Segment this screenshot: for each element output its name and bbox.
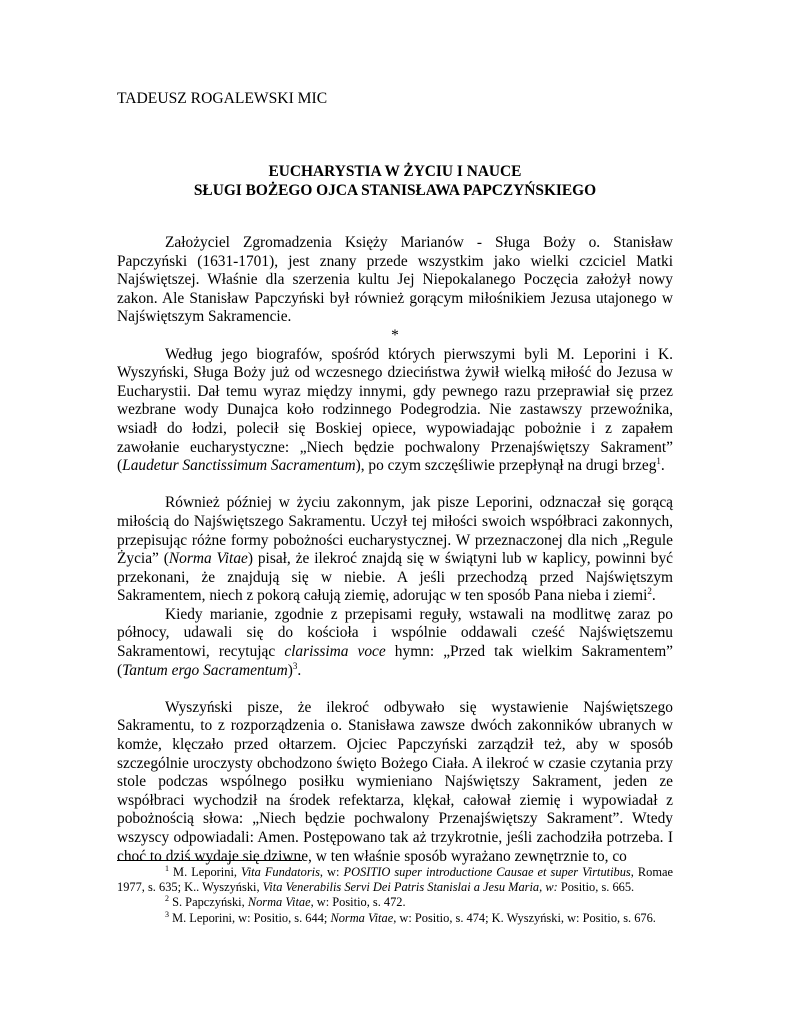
work-title: Norma Vitae bbox=[168, 550, 248, 568]
latin-phrase: Laudetur Sanctissimum Sacramentum bbox=[122, 457, 356, 475]
footnotes bbox=[117, 865, 673, 926]
footnote-ref-2[interactable]: 2 bbox=[647, 586, 652, 597]
latin-phrase: clarissima voce bbox=[284, 643, 386, 661]
paragraph-5: Wyszyński pisze, że ilekroć odbywało się wystawienie Najświętszego Sakramentu, to z rozporządzenia o. Stanisława zawsze dwóch zakonników ubranych w komże, klęczało przed ołtarzem. Ojciec Papczyński zarządził też, aby w sposób szczególnie uroczysty obchodzono święto Bożego Ciała. A ilekroć w czasie czytania przy stole podczas wspólnego posiłku wymieniano Najświętszy Sakrament, jeden ze współbraci wychodził na środek refektarza, klękał, całował ziemię i wypowiadał z pobożnością słowa: „Niech będzie pochwalony Przenajświętszy Sakrament”. Wtedy wszyscy odpowiadali: Amen. Postępowano tak aż trzykrotnie, jeśli zachodziła potrzeba. I choć to dziś wydaje się dziwne, w ten właśnie sposób wyrażano zewnętrznie to, co bbox=[117, 698, 673, 865]
title-line-1: EUCHARYSTIA W ŻYCIU I NAUCE bbox=[268, 163, 522, 180]
footnote-2: $^2$ S. Papczyński, Norma Vitae, w: Positio, s. 472. bbox=[165, 894, 406, 910]
footnote-1: $^1$ M. Leporini, Vita Fundatoris, w: POSITIO super introductione Causae et super Virtutibus, Romae 1977, s. 635; K.. Wyszyński, Vita Venerabilis Servi Dei Patris Stanislai a Jesu Maria, w: Positio, s. 665. bbox=[117, 863, 673, 895]
document-title bbox=[117, 162, 673, 200]
paragraph-2: Według jego biografów, spośród których pierwszymi byli M. Leporini i K. Wyszyński, Sługa Boży już od wczesnego dzieciństwa żywił wielką miłość do Jezusa w Eucharystii. Dał temu wyraz między innymi, gdy pewnego razu przeprawiał się przez wezbrane wody Dunajca koło rodzinnego Podegrodzia. Nie zastawszy przewoźnika, wsiadł do łodzi, polecił się Boskiej opiece, wypowiadając pobożnie i z zapałem zawołanie eucharystyczne: „Niech będzie pochwalony Przenajświętszy Sakrament” (Laudetur Sanctissimum Sacramentum), po czym szczęśliwie przepłynął na drugi brzeg$^1$. bbox=[117, 345, 673, 475]
document-body bbox=[117, 234, 673, 866]
author-name: TADEUSZ ROGALEWSKI MIC bbox=[117, 90, 328, 107]
title-line-2: SŁUGI BOŻEGO OJCA STANISŁAWA PAPCZYŃSKIEGO bbox=[193, 182, 597, 199]
paragraph-3: Również później w życiu zakonnym, jak pisze Leporini, odznaczał się gorącą miłością do Najświętszego Sakramentu. Uczył tej miłości swoich współbraci zakonnych, przepisując różne formy pobożności eucharystycznej. W przeznaczonej dla nich „Regule Życia” (Norma Vitae) pisał, że ilekroć znajdą się w świątyni lub w kaplicy, powinni być przekonani, że znajdują się w niebie. A jeśli przechodzą przed Najświętszym Sakramentem, niech z pokorą całują ziemię, adorując w ten sposób Pana nieba i ziemi$^2$. bbox=[117, 494, 673, 605]
paragraph-4: Kiedy marianie, zgodnie z przepisami reguły, wstawali na modlitwę zaraz po północy, udawali się do kościoła i wspólnie oddawali cześć Najświętszemu Sakramentowi, recytując clarissima voce hymn: „Przed tak wielkim Sakramentem” (Tantum ergo Sacramentum)$^3$. bbox=[117, 605, 674, 679]
footnote-ref-1[interactable]: 1 bbox=[656, 456, 661, 466]
footnote-divider bbox=[117, 860, 302, 861]
footnote-3: $^3$ M. Leporini, w: Positio, s. 644; Norma Vitae, w: Positio, s. 474; K. Wyszyński, w: Positio, s. 676. bbox=[165, 909, 656, 925]
hymn-title: Tantum ergo Sacramentum bbox=[122, 661, 288, 679]
footnote-ref-3[interactable]: 3 bbox=[292, 660, 298, 671]
section-separator: * bbox=[391, 326, 399, 344]
paragraph-1: Założyciel Zgromadzenia Księży Marianów - Sługa Boży o. Stanisław Papczyński (1631-1701), jest znany przede wszystkim jako wielki czciciel Matki Najświętszej. Właśnie dla szerzenia kultu Jej Niepokalanego Poczęcia założył nowy zakon. Ale Stanisław Papczyński był również gorącym miłośnikiem Jezusa utajonego w Najświętszym Sakramencie. bbox=[117, 234, 673, 326]
